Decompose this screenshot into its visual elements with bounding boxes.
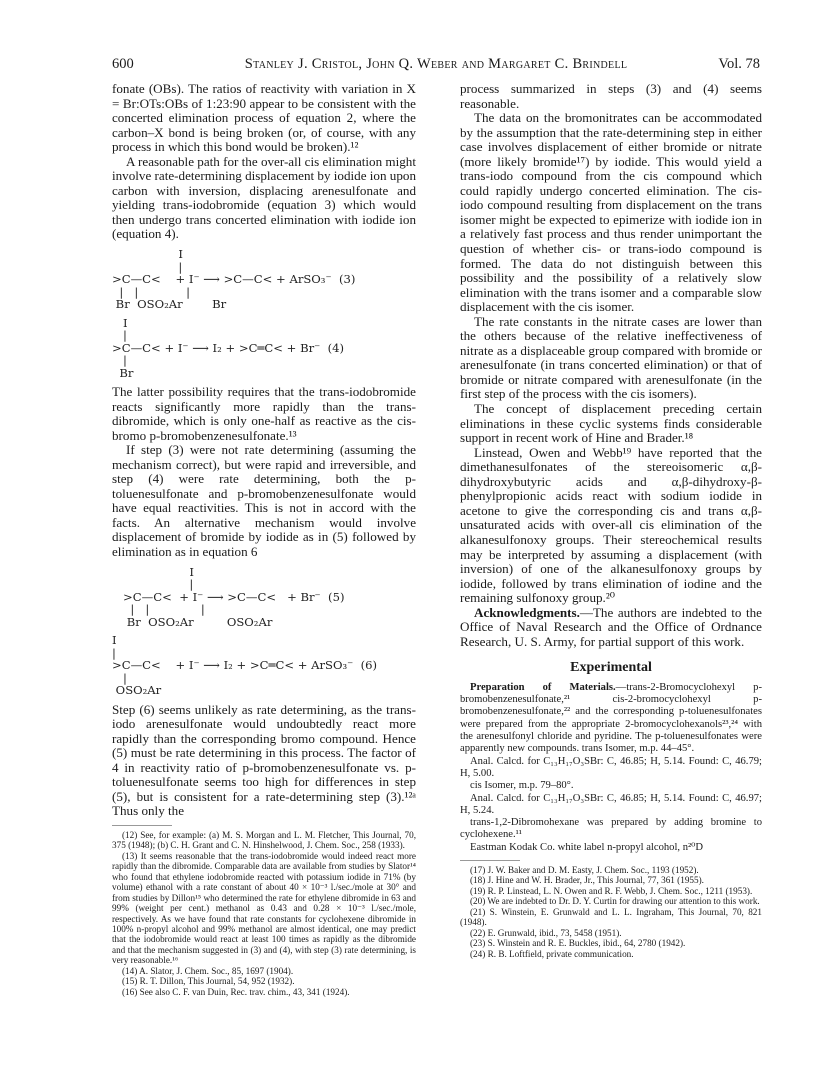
preparation-text: —trans-2-Bromocyclohexyl p-bromobenzenesulfonate,²¹ cis-2-bromocyclohexyl p-bromobenzenesulfonate,²² and the corresponding p-toluenesulfonates were prepared from the appropriate 2-bromocyclohexanols²³,²⁴ with the arenesulfonyl chloride and pyridine. The p-toluenesulfonates were apparently new compounds. trans Isomer, m.p. 44–45°. bbox=[460, 681, 762, 755]
preparation-paragraph bbox=[460, 682, 762, 756]
dibromide-line: trans-1,2-Dibromohexane was prepared by adding bromine to cyclohexene.¹¹ bbox=[460, 817, 762, 841]
preparation-heading: Preparation of Materials. bbox=[470, 681, 616, 693]
footnote: (23) S. Winstein and R. E. Buckles, ibid., 64, 2780 (1942). bbox=[470, 938, 686, 949]
footnote: (20) We are indebted to Dr. D. Y. Curtin for drawing our attention to this work. bbox=[470, 896, 760, 907]
page-number: 600 bbox=[112, 56, 134, 72]
left-column bbox=[112, 82, 416, 997]
footnote: (12) See, for example: (a) M. S. Morgan and L. M. Fletcher, This Journal, 70, 375 (1948); (b) C. H. Grant and C. N. Hinshelwood, J. Chem. Soc., 258 (1933). bbox=[112, 829, 416, 851]
footnotes-right bbox=[460, 865, 762, 959]
paragraph: If step (3) were not rate determining (assuming the mechanism correct), but were rapid and irreversible, and step (4) were rate determining, both the p-toluenesulfonate and p-bromobenzenesulfonate would have equal reactivities. This is not in accord with the facts. An alternative mechanism would involve displacement of bromide by iodide as in (5) followed by elimination as in equation 6 bbox=[112, 442, 416, 560]
paragraph: The data on the bromonitrates can be accommodated by the assumption that the rate-determining step in either case involves displacement of either bromide or nitrate (more likely bromide¹⁷) by iodide. This would yield a trans-iodo compound from the cis compound which could rapidly undergo concerted elimination. The cis-iodo compound resulting from displacement on the trans isomer might be expected to epimerize with iodide ion in a relatively fast process and thus render unimportant the question of whether cis- or trans-iodo compound is formed. The data do not distinguish between this possibility and the possibility of a relatively slow elimination with the trans isomer and a comparable slow displacement with the cis isomer. bbox=[460, 110, 762, 315]
footnotes-left bbox=[112, 830, 416, 997]
equation-6: I | >C—C< + I⁻ ⟶ I₂ + >C═C< + ArSO₃⁻ (6) | OSO₂Ar bbox=[112, 633, 378, 698]
footnote: (24) R. B. Loftfield, private communication. bbox=[470, 948, 634, 959]
footnote-divider bbox=[460, 860, 520, 861]
acknowledgments-text: —The authors are indebted to the Office of Naval Research and the Office of Ordnance Research, U. S. Army, for partial support of this work. bbox=[460, 604, 762, 649]
acknowledgments bbox=[460, 606, 762, 650]
cis-isomer-line: cis Isomer, m.p. 79–80°. bbox=[470, 780, 574, 792]
footnote: (22) E. Grunwald, ibid., 73, 5458 (1951). bbox=[470, 927, 622, 938]
analysis-line: Anal. Calcd. for C₁₃H₁₇O₃SBr: C, 46.85; H, 5.14. Found: C, 46.97; H, 5.24. bbox=[460, 792, 762, 816]
footnote: (19) R. P. Linstead, L. N. Owen and R. F. Webb, J. Chem. Soc., 1211 (1953). bbox=[470, 885, 753, 896]
paragraph: A reasonable path for the over-all cis elimination might involve rate-determining displacement by iodide ion upon carbon with inversion, displacing arenesulfonate and yielding trans-iodobromide (equation 3) which would then undergo trans concerted elimination with iodide ion (equation 4). bbox=[112, 153, 416, 242]
acknowledgments-heading: Acknowledgments. bbox=[474, 604, 580, 620]
footnote: (13) It seems reasonable that the trans-iodobromide would indeed react more rapidly than the dibromide. Comparable data are available from studies by Slator¹⁴ who found that ethylene iodobromide reacted with potassium iodide in 71% (by volume) ethanol with a rate constant of about 40 × 10⁻³ l./sec./mole at 30° and from studies by Dillon¹⁵ who determined the rate for ethylene dibromide in 63 and 99% (weight per cent.) methanol as 0.43 and 0.28 × 10⁻³ l./sec./mole, respectively. As we have found that rate constants for cyclohexene dibromide in 100% n-propyl alcohol and 99% methanol are almost identical, one may predict that the iodobromide would react at least 100 times as rapidly as the dibromide and that the mechanism suggested in (3) and (4), with step (3) rate determining, is very reasonable.¹⁶ bbox=[112, 850, 416, 966]
eastman-line: Eastman Kodak Co. white label n-propyl alcohol, n²⁰D bbox=[470, 841, 704, 853]
footnote-divider bbox=[112, 825, 172, 826]
footnote: (21) S. Winstein, E. Grunwald and L. L. Ingraham, This Journal, 70, 821 (1948). bbox=[460, 906, 762, 928]
equation-5: I | >C—C< + I⁻ ⟶ >C—C< + Br⁻ (5) | | | Br OSO₂Ar OSO₂Ar bbox=[123, 564, 345, 629]
paragraph: Linstead, Owen and Webb¹⁹ have reported that the dimethanesulfonates of the stereoisomeric α,β-dihydroxybutyric acids and α,β-dihydroxy-β-phenylpropionic acids react with sodium iodide in acetone to give the corresponding cis and trans α,β-unsaturated acids with over-all cis elimination of the alkanesulfonoxy groups. Their stereochemical results may be interpreted by assuming a displacement (with inversion) of one of the alkanesulfonoxy groups by iodide, followed by trans elimination of iodine and the remaining sulfonoxy group.²⁰ bbox=[460, 444, 762, 606]
paragraph: Step (6) seems unlikely as rate determining, as the trans-iodo arenesulfonate would undoubtedly react more rapidly than the corresponding bromo compound. Hence (5) must be rate determining in this process. The factor of 4 in reactivity ratio of p-bromobenzenesulfonate vs. p-toluenesulfonate seems too high for differences in step (5), but is consistent for a rate-determining step (3).¹²ᵃ Thus only the bbox=[112, 701, 416, 819]
right-column bbox=[460, 82, 762, 959]
analysis-line: Anal. Calcd. for C₁₃H₁₇O₃SBr: C, 46.85; H, 5.14. Found: C, 46.79; H, 5.00. bbox=[460, 755, 762, 779]
footnote: (15) R. T. Dillon, This Journal, 54, 952 (1932). bbox=[122, 976, 295, 987]
paragraph: The rate constants in the nitrate cases are lower than the others because of the relative ineffectiveness of nitrate as a displaceable group compared with bromide or arenesulfonate (in trans concerted elimination) or that of bromide or nitrate compared with arenesulfonate (in the first step of the process with the cis isomers). bbox=[460, 313, 762, 402]
equation-3: I | >C—C< + I⁻ ⟶ >C—C< + ArSO₃⁻ (3) | | | Br OSO₂Ar Br bbox=[112, 247, 356, 312]
experimental-section bbox=[460, 682, 762, 854]
footnote: (18) J. Hine and W. H. Brader, Jr., This Journal, 77, 361 (1955). bbox=[470, 875, 704, 886]
author-line: Stanley J. Cristol, John Q. Weber and Margaret C. Brindell bbox=[244, 56, 628, 72]
paragraph: process summarized in steps (3) and (4) seems reasonable. bbox=[460, 81, 762, 111]
footnote: (17) J. W. Baker and D. M. Easty, J. Chem. Soc., 1193 (1952). bbox=[470, 865, 699, 876]
footnote: (14) A. Slator, J. Chem. Soc., 85, 1697 (1904). bbox=[122, 965, 294, 976]
equation-4: I | >C—C< + I⁻ ⟶ I₂ + >C═C< + Br⁻ (4) | Br bbox=[112, 315, 345, 380]
footnote: (16) See also C. F. van Duin, Rec. trav. chim., 43, 341 (1924). bbox=[122, 986, 350, 997]
paragraph: fonate (OBs). The ratios of reactivity with variation in X = Br:OTs:OBs of 1:23:90 appear to be consistent with the concerted elimination process of equation 2, where the carbon–X bond is being broken (or, of course, with any process in which this bond would be broken).¹² bbox=[112, 81, 416, 155]
section-heading-experimental: Experimental bbox=[570, 660, 652, 676]
paragraph: The latter possibility requires that the trans-iodobromide reacts significantly more rapidly than the trans-dibromide, which is only one-half as reactive as the cis-bromo p-bromobenzenesulfonate.¹³ bbox=[112, 384, 416, 443]
paragraph: The concept of displacement preceding certain eliminations in these cyclic systems finds considerable support in recent work of Hine and Brader.¹⁸ bbox=[460, 401, 762, 446]
volume-label: Vol. 78 bbox=[718, 56, 760, 72]
running-header bbox=[112, 56, 760, 76]
